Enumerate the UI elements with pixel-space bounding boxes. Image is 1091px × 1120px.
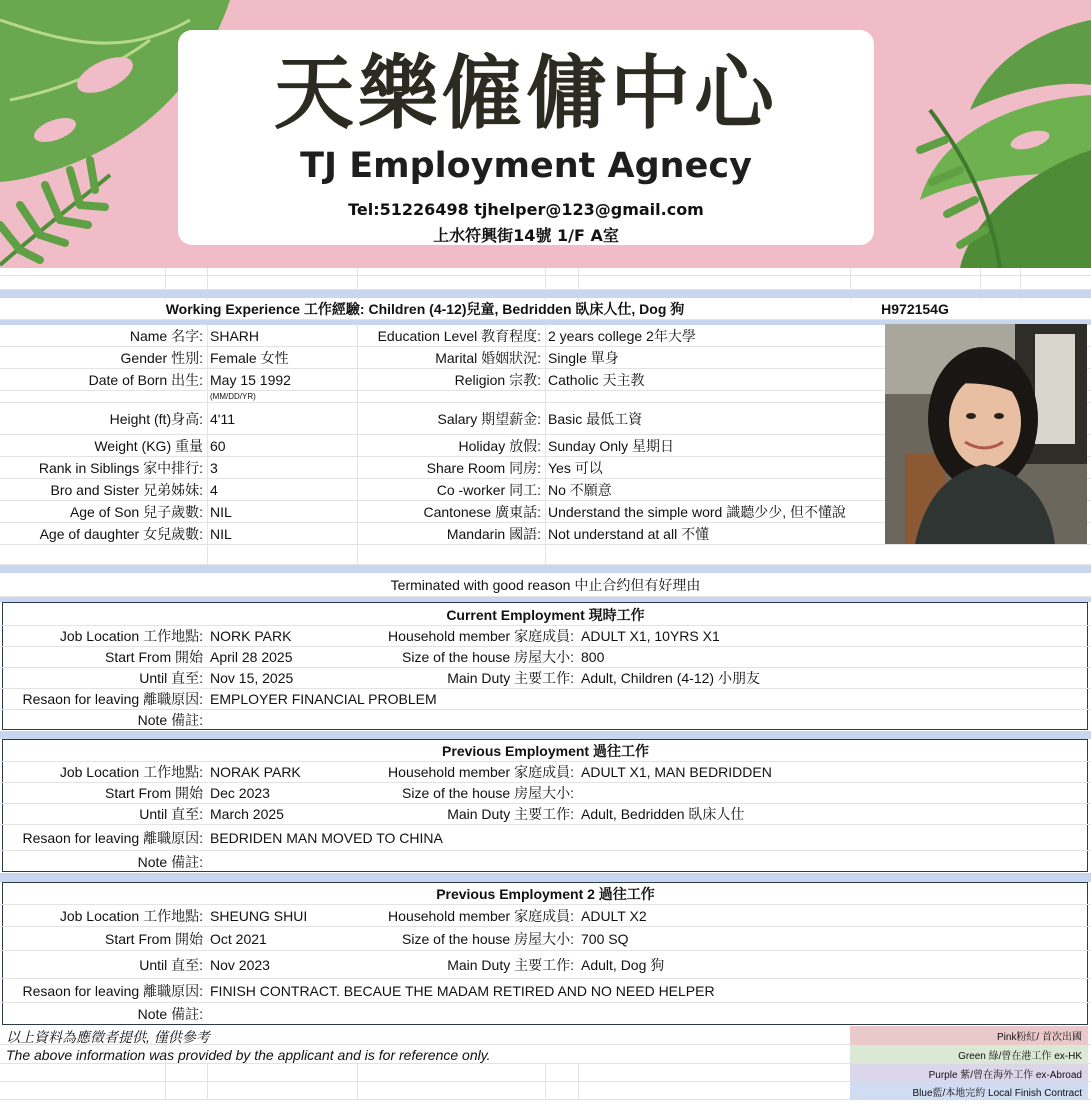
job-location-value: NORK PARK [210, 628, 292, 644]
holiday-value: Sunday Only 星期日 [548, 437, 675, 454]
rank-label: Rank in Siblings 家中排行: [38, 459, 203, 476]
employment-row [0, 851, 1091, 872]
religion-value: Catholic 天主教 [548, 371, 645, 388]
employment-title-row [0, 604, 1091, 626]
house-size-value: 700 SQ [581, 930, 629, 947]
siblings-label: Bro and Sister 兄弟姊妹: [50, 481, 203, 498]
note-label: Note 備註: [137, 853, 203, 870]
mandarin-label: Mandarin 國語: [446, 525, 541, 542]
name-value: SHARH [210, 327, 260, 344]
house-size-label: Size of the house 房屋大小: [402, 785, 574, 801]
marital-label: Marital 婚姻狀況: [435, 349, 541, 366]
religion-label: Religion 宗教: [454, 371, 541, 388]
legend-purple: Purple 紫/曾在海外工作 ex-Abroad [850, 1064, 1088, 1082]
job-location-label: Job Location 工作地點: [59, 907, 203, 924]
status-row [0, 573, 1091, 597]
note-label: Note 備註: [137, 712, 203, 728]
weight-value: 60 [210, 437, 226, 454]
disclaimer-english: The above information was provided by the applicant and is for reference only. [6, 1047, 491, 1063]
name-label: Name 名字: [129, 327, 203, 344]
agency-english-name: TJ Employment Agnecy [300, 146, 752, 186]
job-location-label: Job Location 工作地點: [59, 764, 203, 780]
employment-row [0, 647, 1091, 668]
leaving-reason-value: EMPLOYER FINANCIAL PROBLEM [210, 691, 437, 707]
start-label: Start From 開始 [104, 649, 203, 665]
house-size-label: Size of the house 房屋大小: [402, 930, 574, 947]
son-age-label: Age of Son 兒子歲數: [69, 503, 203, 520]
cantonese-label: Cantonese 廣東話: [423, 503, 541, 520]
employment-row [0, 905, 1091, 927]
note-value [207, 710, 1077, 730]
household-label: Household member 家庭成員: [388, 628, 574, 644]
household-value: ADULT X1, 10YRS X1 [581, 628, 720, 644]
work-experience-summary: Working Experience 工作經驗: Children (4-12)兒童, Bedridden 臥床人仕, Dog 狗 [165, 300, 685, 317]
legend-blue: Blue藍/本地完約 Local Finish Contract [850, 1082, 1088, 1100]
start-value: April 28 2025 [210, 649, 293, 665]
salary-value: Basic 最低工資 [548, 410, 643, 427]
gender-label: Gender 性別: [120, 349, 203, 366]
dob-value: May 15 1992 [210, 371, 291, 388]
until-value: March 2025 [210, 806, 284, 822]
employment-row [0, 1003, 1091, 1025]
marital-value: Single 單身 [548, 349, 619, 366]
agency-chinese-name: 天樂僱傭中心 [274, 47, 778, 140]
legend-pink: Pink粉紅/ 首次出國 [850, 1026, 1088, 1045]
employment-row [0, 762, 1091, 783]
height-label: Height (ft)身高: [109, 410, 203, 427]
employment-row [0, 689, 1091, 710]
agency-card [178, 30, 874, 245]
main-duty-label: Main Duty 主要工作: [447, 806, 574, 822]
siblings-value: 4 [210, 481, 218, 498]
until-label: Until 直至: [139, 956, 203, 973]
start-label: Start From 開始 [104, 785, 203, 801]
main-duty-value: Adult, Children (4-12) 小朋友 [581, 670, 760, 686]
until-value: Nov 2023 [210, 956, 270, 973]
weight-label: Weight (KG) 重量 [94, 437, 203, 454]
rank-value: 3 [210, 459, 218, 476]
house-size-value: 800 [581, 649, 605, 665]
leaving-reason-label: Resaon for leaving 離職原因: [22, 982, 203, 999]
leaving-reason-label: Resaon for leaving 離職原因: [22, 829, 203, 846]
coworker-label: Co -worker 同工: [436, 481, 541, 498]
dob-label: Date of Born 出生: [88, 371, 203, 388]
leaving-reason-value: FINISH CONTRACT. BECAUE THE MADAM RETIRED AND NO NEED HELPER [210, 982, 715, 999]
until-label: Until 直至: [139, 806, 203, 822]
start-value: Dec 2023 [210, 785, 270, 801]
employment-row [0, 825, 1091, 851]
main-duty-value: Adult, Dog 狗 [581, 956, 665, 973]
agency-address: 上水符興街14號 1/F A室 [433, 226, 619, 245]
previous-employment-2-title: Previous Employment 2 過往工作 [436, 886, 655, 902]
share-room-label: Share Room 同房: [426, 459, 541, 476]
start-value: Oct 2021 [210, 930, 267, 947]
summary-row [0, 298, 1091, 320]
agency-contact: Tel:51226498 tjhelper@123@gmail.com [348, 200, 704, 219]
employment-row [0, 951, 1091, 979]
agency-banner [0, 0, 1091, 268]
previous-employment-title: Previous Employment 過往工作 [442, 743, 649, 759]
leaving-reason-label: Resaon for leaving 離職原因: [22, 691, 203, 707]
note-label: Note 備註: [137, 1006, 203, 1022]
household-value: ADULT X1, MAN BEDRIDDEN [581, 764, 772, 780]
household-label: Household member 家庭成員: [388, 764, 574, 780]
holiday-label: Holiday 放假: [458, 437, 541, 454]
dob-format-note: (MM/DD/YR) [210, 392, 256, 401]
note-value [207, 1003, 1077, 1025]
employment-title-row [0, 741, 1091, 762]
cantonese-value: Understand the simple word 識聽少少, 但不懂說 [548, 503, 846, 520]
job-location-label: Job Location 工作地點: [59, 628, 203, 644]
mandarin-value: Not understand at all 不懂 [548, 525, 710, 542]
applicant-photo [885, 324, 1087, 544]
house-size-value [578, 783, 1078, 803]
employment-row [0, 927, 1091, 951]
employment-row [0, 668, 1091, 689]
daughter-age-value: NIL [210, 525, 232, 542]
height-value: 4'11 [210, 410, 235, 427]
leaving-reason-value: BEDRIDEN MAN MOVED TO CHINA [210, 829, 443, 846]
start-label: Start From 開始 [104, 930, 203, 947]
job-location-value: SHEUNG SHUI [210, 907, 308, 924]
current-employment-title: Current Employment 現時工作 [446, 606, 645, 623]
education-value: 2 years college 2年大學 [548, 327, 696, 344]
gender-value: Female 女性 [210, 349, 289, 366]
reference-code: H972154G [881, 300, 949, 317]
job-location-value: NORAK PARK [210, 764, 301, 780]
main-duty-label: Main Duty 主要工作: [447, 670, 574, 686]
share-room-value: Yes 可以 [548, 459, 603, 476]
main-duty-value: Adult, Bedridden 臥床人仕 [581, 806, 745, 822]
employment-row [0, 979, 1091, 1003]
salary-label: Salary 期望薪金: [437, 410, 541, 427]
education-label: Education Level 教育程度: [377, 327, 541, 344]
main-duty-label: Main Duty 主要工作: [447, 956, 574, 973]
disclaimer-chinese: 以上資料為應徵者提供, 僅供參考 [6, 1029, 210, 1045]
employment-row [0, 804, 1091, 825]
employment-row [0, 710, 1091, 730]
employment-title-row [0, 884, 1091, 905]
coworker-value: No 不願意 [548, 481, 612, 498]
termination-note: Terminated with good reason 中止合约但有好理由 [390, 576, 701, 593]
household-value: ADULT X2 [581, 907, 647, 924]
employment-row [0, 626, 1091, 647]
note-value [207, 851, 1077, 872]
until-value: Nov 15, 2025 [210, 670, 294, 686]
employment-row [0, 783, 1091, 804]
house-size-label: Size of the house 房屋大小: [402, 649, 574, 665]
legend-green: Green 綠/曾在港工作 ex-HK [850, 1045, 1088, 1064]
until-label: Until 直至: [139, 670, 203, 686]
household-label: Household member 家庭成員: [388, 907, 574, 924]
son-age-value: NIL [210, 503, 232, 520]
daughter-age-label: Age of daughter 女兒歲數: [39, 525, 203, 542]
